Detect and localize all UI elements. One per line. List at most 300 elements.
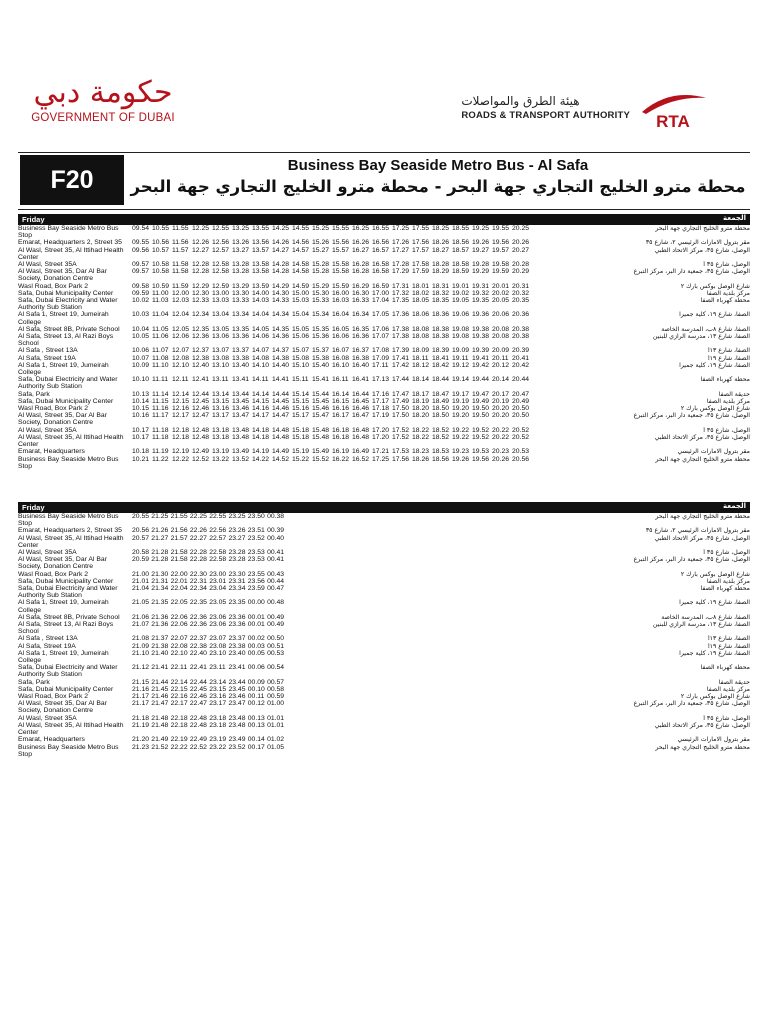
departure-time: 18.44 bbox=[432, 376, 450, 384]
departure-time: 18.26 bbox=[412, 455, 430, 463]
departure-time: 17.00 bbox=[372, 289, 390, 297]
stop-name: Al Wasl, Street 35, Al Ittihad Health Center bbox=[18, 246, 124, 261]
departure-time: 19.23 bbox=[452, 448, 470, 456]
table-row bbox=[18, 362, 750, 376]
departure-time: 19.35 bbox=[472, 297, 490, 305]
departure-time: 16.18 bbox=[332, 426, 350, 434]
departure-time: 18.23 bbox=[412, 448, 430, 456]
departure-time: 19.47 bbox=[472, 390, 490, 398]
table-row bbox=[18, 448, 750, 455]
departure-time: 17.50 bbox=[392, 405, 410, 413]
timetable-section-2 bbox=[18, 502, 750, 758]
departure-time: 13.44 bbox=[232, 390, 250, 398]
stop-name: Wasl Road, Box Park 2 bbox=[18, 570, 89, 578]
stop-name: Safa, Park bbox=[18, 678, 50, 686]
departure-time: 23.41 bbox=[228, 664, 246, 672]
departure-time: 20.20 bbox=[492, 412, 510, 420]
stop-name: Safa, Park bbox=[18, 390, 50, 398]
departure-time: 21.46 bbox=[151, 693, 169, 701]
departure-times bbox=[132, 578, 286, 585]
departure-time: 21.15 bbox=[132, 678, 150, 686]
stop-name-arabic: مركز بلدية الصفا bbox=[706, 685, 750, 693]
stop-name-arabic: الصفا، شارع ١٩، كلية جميرا bbox=[679, 599, 750, 607]
departure-time: 23.22 bbox=[209, 743, 227, 751]
stop-name-arabic: مقر بترول الامارات الرئيسي ٢، شارع ٣٥ bbox=[645, 527, 750, 535]
table-row bbox=[18, 513, 750, 527]
departure-time: 13.40 bbox=[232, 361, 250, 369]
departure-time: 00.06 bbox=[247, 664, 265, 672]
departure-time: 15.44 bbox=[312, 390, 330, 398]
stop-name-arabic: حديقة الصفا bbox=[718, 678, 750, 686]
departure-time: 00.40 bbox=[267, 534, 285, 542]
departure-time: 21.01 bbox=[132, 577, 150, 585]
departure-times bbox=[132, 664, 286, 678]
departure-time: 22.15 bbox=[170, 685, 188, 693]
stop-name: Al Safa 1, Street 19, Jumeirah College bbox=[18, 649, 109, 665]
departure-time: 21.45 bbox=[151, 685, 169, 693]
departure-time: 22.38 bbox=[189, 642, 207, 650]
departure-time: 18.02 bbox=[412, 289, 430, 297]
departure-times bbox=[132, 239, 532, 246]
departure-time: 22.06 bbox=[170, 613, 188, 621]
departure-time: 12.52 bbox=[192, 455, 210, 463]
departure-time: 15.27 bbox=[312, 246, 330, 254]
stop-name: Safa, Dubai Municipality Center bbox=[18, 289, 114, 297]
departure-time: 12.26 bbox=[192, 239, 210, 247]
rta-logo-icon bbox=[636, 92, 710, 130]
departure-time: 10.16 bbox=[132, 412, 150, 420]
departure-time: 14.30 bbox=[272, 289, 290, 297]
departure-time: 14.58 bbox=[292, 261, 310, 269]
departure-time: 18.38 bbox=[432, 325, 450, 333]
departure-times bbox=[132, 376, 532, 390]
departure-time: 15.59 bbox=[332, 282, 350, 290]
table-row bbox=[18, 686, 750, 693]
departure-time: 15.05 bbox=[292, 325, 310, 333]
departure-time: 13.17 bbox=[212, 412, 230, 420]
departure-time: 14.07 bbox=[252, 347, 270, 355]
departure-time: 00.03 bbox=[247, 642, 265, 650]
departure-time: 10.18 bbox=[132, 448, 150, 456]
departure-time: 12.18 bbox=[172, 433, 190, 441]
departure-time: 22.52 bbox=[189, 743, 207, 751]
departure-time: 18.14 bbox=[412, 376, 430, 384]
departure-times bbox=[132, 585, 286, 599]
departure-time: 14.36 bbox=[272, 333, 290, 341]
stop-name: Al Safa, Street 19A bbox=[18, 354, 76, 362]
departure-time: 20.56 bbox=[512, 455, 530, 463]
departure-time: 00.01 bbox=[247, 621, 265, 629]
departure-time: 22.58 bbox=[209, 549, 227, 557]
departure-time: 21.41 bbox=[151, 664, 169, 672]
departure-time: 19.29 bbox=[472, 268, 490, 276]
departure-time: 00.39 bbox=[267, 527, 285, 535]
departure-time: 18.42 bbox=[432, 361, 450, 369]
departure-time: 18.36 bbox=[432, 311, 450, 319]
departure-time: 20.41 bbox=[512, 354, 530, 362]
stop-name-arabic: شارع الوصل بوكس بارك ٢ bbox=[680, 282, 750, 290]
stop-name: Al Wasl, Street 35, Al Ittihad Health Center bbox=[18, 534, 124, 549]
day-label-english: Friday bbox=[22, 503, 45, 512]
departure-time: 22.35 bbox=[189, 599, 207, 607]
day-header bbox=[18, 502, 750, 513]
table-row bbox=[18, 614, 750, 621]
departure-time: 13.00 bbox=[212, 289, 230, 297]
departure-times bbox=[132, 621, 286, 635]
departure-time: 19.56 bbox=[492, 239, 510, 247]
departure-time: 12.36 bbox=[192, 333, 210, 341]
departure-time: 19.26 bbox=[452, 455, 470, 463]
departure-time: 12.00 bbox=[172, 289, 190, 297]
rta-logo-text: RTA bbox=[656, 112, 690, 130]
departure-time: 17.26 bbox=[392, 239, 410, 247]
stop-name: Al Safa , Street 13A bbox=[18, 635, 78, 643]
day-header bbox=[18, 214, 750, 225]
departure-time: 12.08 bbox=[172, 354, 190, 362]
departure-time: 00.54 bbox=[267, 664, 285, 672]
departure-time: 12.58 bbox=[212, 268, 230, 276]
departure-time: 12.34 bbox=[192, 311, 210, 319]
departure-time: 12.10 bbox=[172, 361, 190, 369]
departure-time: 23.05 bbox=[209, 599, 227, 607]
departure-time: 16.38 bbox=[352, 354, 370, 362]
departure-time: 15.48 bbox=[312, 433, 330, 441]
departure-time: 13.14 bbox=[212, 390, 230, 398]
departure-times bbox=[132, 614, 286, 621]
departure-time: 17.52 bbox=[392, 426, 410, 434]
departure-time: 00.11 bbox=[247, 693, 265, 701]
departure-time: 19.01 bbox=[452, 282, 470, 290]
departure-time: 15.28 bbox=[312, 268, 330, 276]
departure-time: 21.17 bbox=[132, 693, 150, 701]
departure-time: 11.04 bbox=[152, 311, 169, 319]
departure-time: 13.10 bbox=[212, 361, 230, 369]
departure-time: 12.48 bbox=[192, 433, 210, 441]
departure-time: 16.06 bbox=[332, 333, 350, 341]
departure-time: 11.58 bbox=[172, 261, 189, 269]
departure-time: 22.28 bbox=[189, 556, 207, 564]
departure-time: 20.12 bbox=[492, 361, 510, 369]
departure-time: 20.56 bbox=[132, 527, 150, 535]
departure-time: 22.57 bbox=[209, 534, 227, 542]
departure-time: 21.48 bbox=[151, 714, 169, 722]
departure-time: 09.56 bbox=[132, 246, 150, 254]
departure-time: 18.55 bbox=[452, 225, 470, 232]
departure-time: 13.07 bbox=[212, 347, 230, 355]
departure-time: 00.12 bbox=[247, 700, 265, 708]
stop-name: Al Wasl, Street 35A bbox=[18, 261, 77, 269]
departure-times bbox=[132, 290, 532, 297]
departure-time: 23.49 bbox=[228, 736, 246, 744]
departure-times bbox=[132, 456, 532, 470]
departure-time: 19.56 bbox=[472, 455, 490, 463]
departure-times bbox=[132, 391, 532, 398]
departure-time: 13.15 bbox=[212, 397, 230, 405]
departure-time: 17.56 bbox=[412, 239, 430, 247]
table-row bbox=[18, 621, 750, 635]
departure-time: 19.17 bbox=[452, 390, 470, 398]
departure-time: 22.17 bbox=[170, 700, 188, 708]
stop-name: Al Wasl, Street 35, Dar Al Bar Society, Donation Centre bbox=[18, 556, 107, 571]
departure-time: 21.25 bbox=[151, 513, 169, 520]
departure-times bbox=[132, 362, 532, 376]
departure-time: 17.16 bbox=[372, 390, 390, 398]
departure-time: 20.22 bbox=[492, 426, 510, 434]
departure-time: 14.19 bbox=[252, 448, 270, 456]
departure-time: 10.09 bbox=[132, 361, 150, 369]
departure-times bbox=[132, 261, 532, 268]
departure-time: 20.25 bbox=[512, 225, 530, 232]
departure-times bbox=[132, 693, 286, 700]
departure-time: 15.38 bbox=[312, 354, 330, 362]
departure-time: 01.00 bbox=[267, 700, 285, 708]
departure-time: 17.42 bbox=[392, 361, 410, 369]
departure-time: 17.52 bbox=[392, 433, 410, 441]
departure-time: 19.36 bbox=[472, 311, 490, 319]
departure-time: 12.25 bbox=[192, 225, 210, 232]
departure-time: 12.45 bbox=[192, 397, 210, 405]
departure-time: 11.15 bbox=[152, 397, 169, 405]
stop-name-arabic: الوصل، شارع ٣٥ أ bbox=[703, 426, 750, 434]
departure-time: 20.28 bbox=[512, 261, 530, 269]
departure-time: 18.08 bbox=[412, 333, 430, 341]
departure-time: 17.36 bbox=[392, 311, 410, 319]
departure-time: 15.06 bbox=[292, 333, 310, 341]
departure-time: 22.49 bbox=[189, 736, 207, 744]
departure-time: 15.55 bbox=[332, 225, 350, 232]
table-row bbox=[18, 347, 750, 354]
table-row bbox=[18, 427, 750, 434]
departure-time: 17.11 bbox=[372, 361, 389, 369]
stop-name-arabic: الصفا، شارع ١٩، كلية جميرا bbox=[679, 649, 750, 657]
stop-name-arabic: شارع الوصل بوكس بارك ٢ bbox=[680, 693, 750, 701]
departure-time: 16.59 bbox=[372, 282, 390, 290]
departure-time: 12.38 bbox=[192, 354, 210, 362]
stop-name-arabic: مركز بلدية الصفا bbox=[706, 289, 750, 297]
departure-time: 18.22 bbox=[412, 433, 430, 441]
stop-name-arabic: الصفا، شارع ٨ب، المدرسة الخاصة bbox=[661, 325, 750, 333]
departure-time: 14.47 bbox=[272, 412, 290, 420]
stop-name-arabic: الوصل، شارع ٣٥، جمعية دار البر، مركز التبرع bbox=[633, 268, 750, 276]
departure-time: 15.17 bbox=[292, 412, 310, 420]
departure-time: 23.45 bbox=[228, 685, 246, 693]
departure-time: 20.19 bbox=[492, 397, 510, 405]
departure-time: 14.18 bbox=[252, 426, 270, 434]
departure-time: 16.40 bbox=[352, 361, 370, 369]
stop-name-arabic: محطة مترو الخليج التجاري جهة البحر bbox=[655, 513, 750, 520]
departure-time: 16.10 bbox=[332, 361, 350, 369]
departure-time: 12.06 bbox=[172, 333, 190, 341]
departure-time: 17.09 bbox=[372, 354, 390, 362]
departure-time: 12.04 bbox=[172, 311, 190, 319]
stop-name: Safa, Dubai Electricity and Water Authority Sub Station bbox=[18, 585, 118, 600]
departure-time: 12.49 bbox=[192, 448, 210, 456]
departure-time: 10.10 bbox=[132, 376, 150, 384]
departure-time: 00.02 bbox=[247, 635, 265, 643]
departure-time: 16.28 bbox=[352, 268, 370, 276]
departure-time: 19.05 bbox=[452, 297, 470, 305]
departure-time: 22.18 bbox=[170, 721, 188, 729]
departure-time: 23.48 bbox=[228, 714, 246, 722]
departure-time: 15.35 bbox=[312, 325, 330, 333]
departure-time: 14.25 bbox=[272, 225, 290, 232]
departure-time: 16.33 bbox=[352, 297, 370, 305]
departure-time: 16.19 bbox=[332, 448, 350, 456]
departure-time: 20.11 bbox=[492, 354, 509, 362]
departure-time: 21.37 bbox=[151, 635, 169, 643]
departure-time: 15.28 bbox=[312, 261, 330, 269]
departure-time: 18.58 bbox=[452, 261, 470, 269]
table-row bbox=[18, 434, 750, 448]
departure-time: 01.01 bbox=[267, 714, 285, 722]
table-row bbox=[18, 398, 750, 405]
departure-times bbox=[132, 535, 286, 549]
departure-time: 14.08 bbox=[252, 354, 270, 362]
departure-time: 22.45 bbox=[189, 685, 207, 693]
departure-time: 23.28 bbox=[228, 549, 246, 557]
departure-time: 15.30 bbox=[312, 289, 330, 297]
departure-time: 23.53 bbox=[247, 556, 265, 564]
departure-time: 12.40 bbox=[192, 361, 210, 369]
departure-time: 19.38 bbox=[472, 333, 490, 341]
departure-time: 23.44 bbox=[228, 678, 246, 686]
table-row bbox=[18, 736, 750, 743]
departure-time: 17.58 bbox=[412, 261, 430, 269]
departure-time: 10.59 bbox=[152, 282, 170, 290]
stop-name-arabic: الصفا، شارع ١٣أ bbox=[707, 635, 750, 643]
day-label-english: Friday bbox=[22, 215, 45, 224]
departure-time: 15.25 bbox=[312, 225, 330, 232]
departure-time: 12.18 bbox=[172, 426, 190, 434]
departure-time: 18.56 bbox=[432, 455, 450, 463]
stop-name-arabic: شارع الوصل بوكس بارك ٢ bbox=[680, 570, 750, 578]
departure-time: 22.06 bbox=[170, 621, 188, 629]
departure-time: 23.38 bbox=[228, 642, 246, 650]
departure-time: 23.46 bbox=[228, 693, 246, 701]
departure-time: 22.56 bbox=[209, 527, 227, 535]
table-row bbox=[18, 355, 750, 362]
departure-time: 23.08 bbox=[209, 642, 227, 650]
departure-time: 13.03 bbox=[212, 297, 230, 305]
departure-time: 00.49 bbox=[267, 621, 285, 629]
departure-time: 13.06 bbox=[212, 333, 230, 341]
table-row bbox=[18, 722, 750, 736]
departure-time: 20.06 bbox=[492, 311, 510, 319]
departure-time: 17.08 bbox=[372, 347, 390, 355]
departure-time: 18.25 bbox=[432, 225, 450, 232]
departure-time: 21.19 bbox=[132, 721, 150, 729]
departure-time: 00.51 bbox=[267, 642, 285, 650]
departure-times bbox=[132, 448, 532, 455]
departure-time: 16.07 bbox=[332, 347, 350, 355]
stop-name: Emarat, Headquarters bbox=[18, 736, 85, 744]
stop-name-arabic: الصفا، شارع ١٩أ bbox=[707, 642, 750, 650]
departure-time: 16.36 bbox=[352, 333, 370, 341]
departure-time: 16.47 bbox=[352, 412, 370, 420]
departure-time: 21.12 bbox=[132, 664, 150, 672]
departure-time: 16.28 bbox=[352, 261, 370, 269]
departure-time: 14.03 bbox=[252, 297, 270, 305]
departure-times bbox=[132, 355, 532, 362]
stop-name: Business Bay Seaside Metro Bus Stop bbox=[18, 743, 119, 758]
departure-time: 01.05 bbox=[267, 743, 285, 751]
departure-time: 13.59 bbox=[252, 282, 270, 290]
departure-time: 17.50 bbox=[392, 412, 410, 420]
stop-name: Al Wasl, Street 35, Dar Al Bar Society, Donation Centre bbox=[18, 700, 107, 715]
departure-time: 21.05 bbox=[132, 599, 150, 607]
departure-time: 17.05 bbox=[372, 311, 390, 319]
departure-time: 21.40 bbox=[151, 649, 169, 657]
departure-time: 13.18 bbox=[212, 433, 230, 441]
stop-name: Business Bay Seaside Metro Bus Stop bbox=[18, 513, 119, 528]
departure-time: 00.43 bbox=[267, 570, 285, 578]
departure-time: 13.38 bbox=[232, 354, 250, 362]
departure-time: 12.46 bbox=[192, 405, 210, 413]
departure-time: 20.08 bbox=[492, 333, 510, 341]
departure-time: 22.34 bbox=[189, 585, 207, 593]
departure-time: 22.27 bbox=[189, 534, 207, 542]
departure-time: 14.22 bbox=[252, 455, 270, 463]
departure-time: 14.27 bbox=[272, 246, 290, 254]
departure-time: 10.14 bbox=[132, 397, 150, 405]
departure-time: 21.00 bbox=[132, 570, 150, 578]
departure-time: 17.27 bbox=[392, 246, 410, 254]
departure-time: 18.26 bbox=[432, 239, 450, 247]
table-row bbox=[18, 297, 750, 311]
table-row bbox=[18, 650, 750, 664]
departure-time: 11.18 bbox=[152, 433, 169, 441]
departure-times bbox=[132, 556, 286, 570]
departure-time: 22.44 bbox=[189, 678, 207, 686]
departure-time: 18.20 bbox=[412, 412, 430, 420]
table-row bbox=[18, 635, 750, 642]
stop-name-arabic: محطة كهرباء الصفا bbox=[700, 376, 750, 384]
departure-time: 21.49 bbox=[151, 736, 169, 744]
departure-time: 19.57 bbox=[492, 246, 510, 254]
departure-time: 13.08 bbox=[212, 354, 230, 362]
departure-time: 01.02 bbox=[267, 736, 285, 744]
departure-time: 18.52 bbox=[432, 433, 450, 441]
departure-time: 12.55 bbox=[212, 225, 230, 232]
departure-time: 18.29 bbox=[432, 268, 450, 276]
departure-time: 22.04 bbox=[170, 585, 188, 593]
departure-time: 15.45 bbox=[312, 397, 330, 405]
departure-time: 10.58 bbox=[152, 261, 170, 269]
departure-time: 00.50 bbox=[267, 635, 285, 643]
departure-time: 15.34 bbox=[312, 311, 330, 319]
route-number: F20 bbox=[20, 155, 124, 205]
departure-time: 10.21 bbox=[132, 455, 150, 463]
departure-time: 18.35 bbox=[432, 297, 450, 305]
departure-time: 20.09 bbox=[492, 347, 510, 355]
departure-time: 13.36 bbox=[232, 333, 250, 341]
departure-time: 18.53 bbox=[432, 448, 450, 456]
departure-time: 15.33 bbox=[312, 297, 330, 305]
departure-time: 15.48 bbox=[312, 426, 330, 434]
departure-time: 19.41 bbox=[472, 354, 490, 362]
departure-time: 21.52 bbox=[151, 743, 169, 751]
departure-time: 13.22 bbox=[212, 455, 230, 463]
departure-time: 19.58 bbox=[492, 261, 510, 269]
departure-time: 14.15 bbox=[252, 397, 270, 405]
departure-time: 16.11 bbox=[332, 376, 349, 384]
departure-time: 20.22 bbox=[492, 433, 510, 441]
departure-time: 20.27 bbox=[512, 246, 530, 254]
departure-time: 14.45 bbox=[272, 397, 290, 405]
departure-time: 12.33 bbox=[192, 297, 210, 305]
departure-time: 17.55 bbox=[412, 225, 430, 232]
departure-time: 18.28 bbox=[432, 261, 450, 269]
